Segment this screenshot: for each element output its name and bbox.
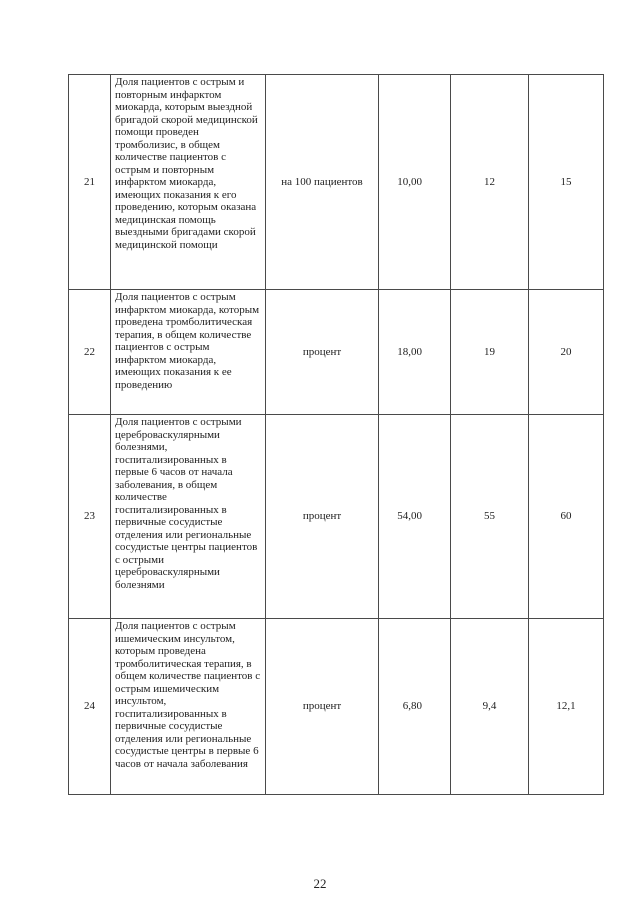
indicator-description: Доля пациентов с острым и повторным инфарктом миокарда, которым выездной бригадой скорой медицинской помощи проведен тромболизис, в общем количестве пациентов с острым и повторным инфарктом миокарда, имеющих показания к его проведению, которым оказана медицинская помощь выездными бригадами скорой медицинской помощи bbox=[111, 75, 266, 290]
value-target-1: 9,4 bbox=[451, 619, 529, 795]
row-number: 21 bbox=[69, 75, 111, 290]
indicator-description: Доля пациентов с острыми цереброваскулярными болезнями, госпитализированных в первые 6 часов от начала заболевания, в общем количестве госпитализированных в первичные сосудистые отделения или региональные сосудистые центры пациентов с острыми цереброваскулярными болезнями bbox=[111, 415, 266, 619]
value-target-1: 12 bbox=[451, 75, 529, 290]
indicators-table bbox=[68, 74, 604, 795]
indicator-description: Доля пациентов с острым инфарктом миокарда, которым проведена тромболитическая терапия, в общем количестве пациентов с острым инфарктом миокарда, имеющих показания к ее проведению bbox=[111, 290, 266, 415]
indicator-description: Доля пациентов с острым ишемическим инсультом, которым проведена тромболитическая терапия, в общем количестве пациентов с острым ишемическим инсультом, госпитализированных в первичные сосудистые отделения или региональные сосудистые центры в первые 6 часов от начала заболевания bbox=[111, 619, 266, 795]
value-target-1: 55 bbox=[451, 415, 529, 619]
row-number: 23 bbox=[69, 415, 111, 619]
value-target-2: 60 bbox=[529, 415, 604, 619]
table-row bbox=[69, 290, 604, 415]
page-number: 22 bbox=[313, 876, 327, 891]
value-base: 18,00 bbox=[379, 290, 451, 415]
unit-of-measure: процент bbox=[266, 290, 379, 415]
value-target-1: 19 bbox=[451, 290, 529, 415]
table-row bbox=[69, 619, 604, 795]
value-base: 54,00 bbox=[379, 415, 451, 619]
row-number: 22 bbox=[69, 290, 111, 415]
unit-of-measure: процент bbox=[266, 415, 379, 619]
value-base: 6,80 bbox=[379, 619, 451, 795]
table-row bbox=[69, 415, 604, 619]
table-row bbox=[69, 75, 604, 290]
value-target-2: 20 bbox=[529, 290, 604, 415]
unit-of-measure: на 100 пациентов bbox=[266, 75, 379, 290]
value-base: 10,00 bbox=[379, 75, 451, 290]
value-target-2: 15 bbox=[529, 75, 604, 290]
unit-of-measure: процент bbox=[266, 619, 379, 795]
value-target-2: 12,1 bbox=[529, 619, 604, 795]
row-number: 24 bbox=[69, 619, 111, 795]
